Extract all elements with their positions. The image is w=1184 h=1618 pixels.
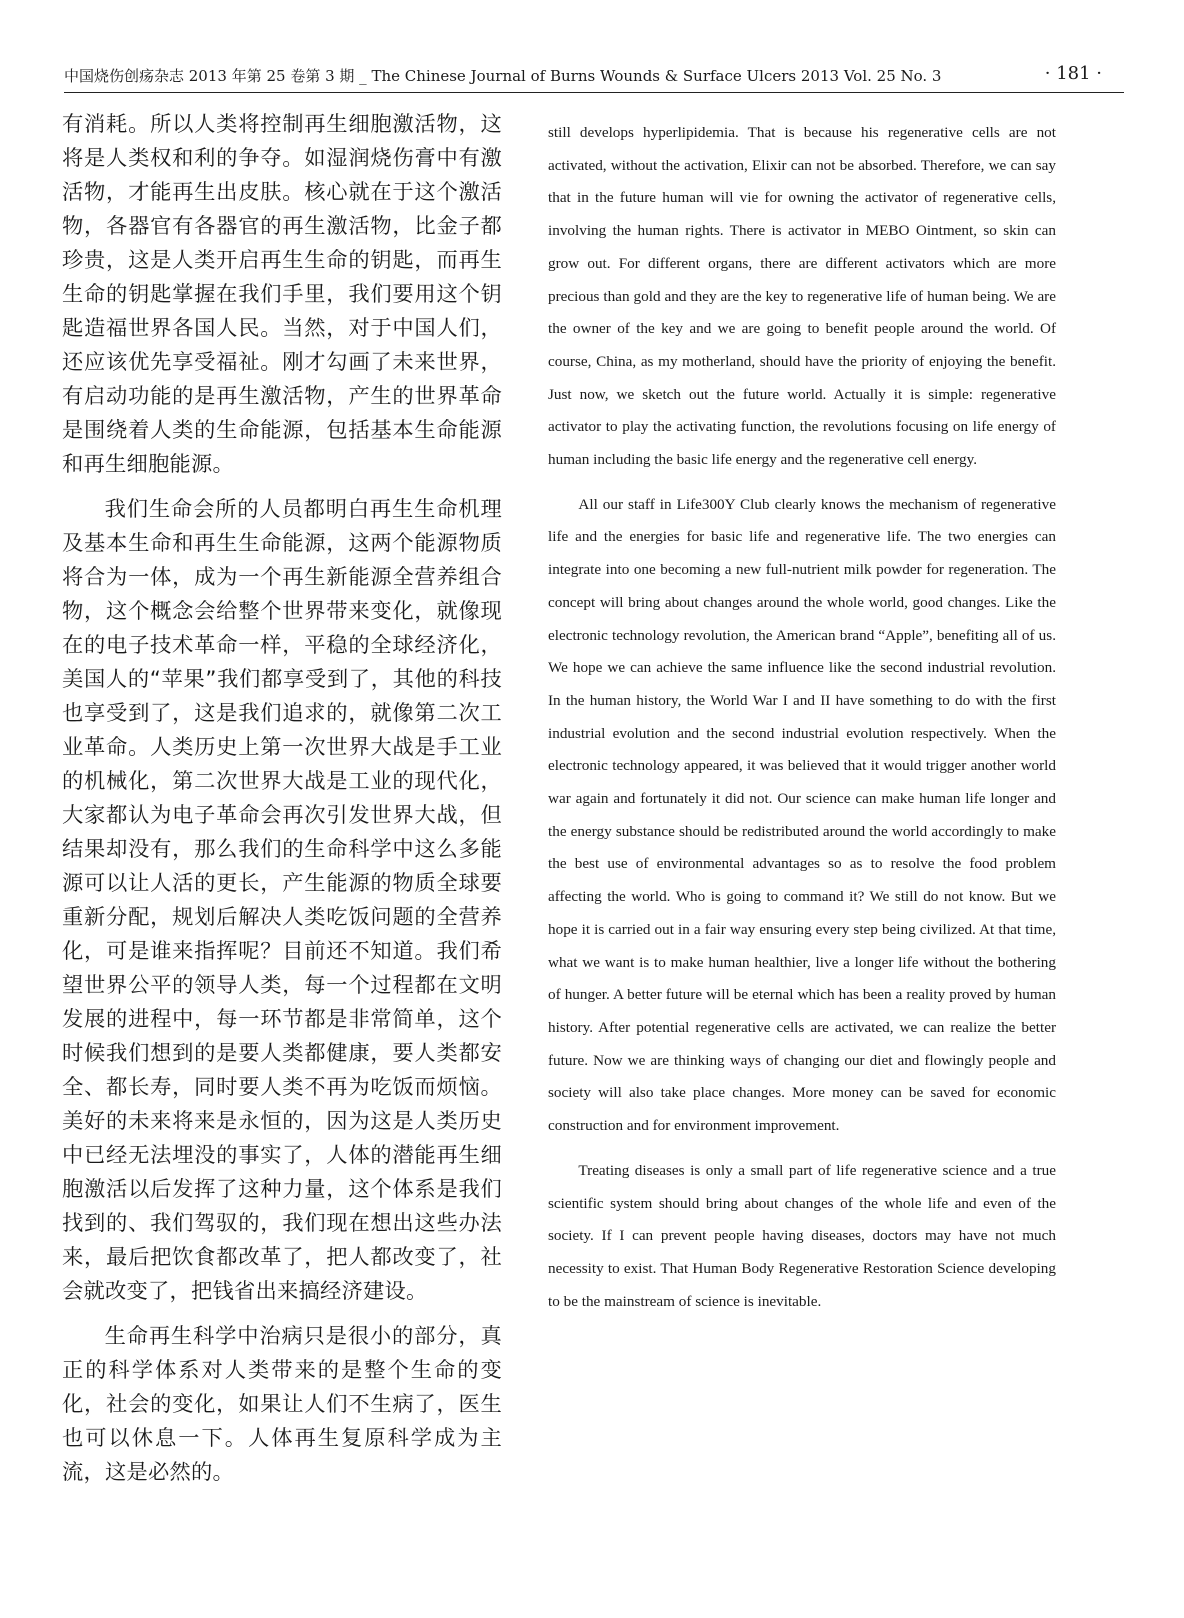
english-paragraph-3: Treating diseases is only a small part of life regenerative science and a true scientific system should bring about changes of the whole life and even of the society. If I can prevent people having diseases, doctors may have not much necessity to exist. That Human Body Regenerative Restoration Science developing to be the mainstream of science is inevitable. [548, 1161, 1056, 1310]
english-paragraph-2: All our staff in Life300Y Club clearly knows the mechanism of regenerative life and the energies for basic life and regenerative life. The two energies can integrate into one becoming a new full-nutrient milk powder for regeneration. The concept will bring about changes around the whole world, good changes. Like the electronic technology revolution, the American brand “Apple”, benefiting all of us. We hope we can achieve the same influence like the second industrial revolution. In the human history, the World War I and II have something to do with the first industrial evolution and the second industrial evolution respectively. When the electronic technology appeared, it was believed that it would trigger another world war again and fortunately it did not. Our science can make human life longer and the energy substance should be redistributed around the world accordingly to make the best use of environmental advantages so as to resolve the food problem affecting the world. Who is going to command it? We still do not know. But we hope it is carried out in a fair way ensuring every step being civilized. At that time, what we want is to make human healthier, live a longer life without the bothering of hunger. A better future will be eternal which has been a reality proved by human history. After potential regenerative cells are activated, we can realize the better future. Now we are thinking ways of changing our diet and flowingly people and society will also take place changes. More money can be saved for economic construction and for environment improvement. [548, 495, 1056, 1135]
chinese-paragraph-2: 我们生命会所的人员都明白再生生命机理及基本生命和再生生命能源，这两个能源物质将合为一体，成为一个再生新能源全营养组合物，这个概念会给整个世界带来变化，就像现在的电子技术革命一样，平稳的全球经济化，美国人的“苹果”我们都享受到了，其他的科技也享受到了，这是我们追求的，就像第二次工业革命。人类历史上第一次世界大战是手工业的机械化，第二次世界大战是工业的现代化，大家都认为电子革命会再次引发世界大战，但结果却没有，那么我们的生命科学中这么多能源可以让人活的更长，产生能源的物质全球要重新分配，规划后解决人类吃饭问题的全营养化，可是谁来指挥呢？目前还不知道。我们希望世界公平的领导人类，每一个过程都在文明发展的进程中，每一环节都是非常简单，这个时候我们想到的是要人类都健康，要人类都安全、都长寿，同时要人类不再为吃饭而烦恼。美好的未来将来是永恒的，因为这是人类历史中已经无法埋没的事实了，人体的潜能再生细胞激活以后发挥了这种力量，这个体系是我们找到的、我们驾驭的，我们现在想出这些办法来，最后把饮食都改革了，把人都改变了，社会就改变了，把钱省出来搞经济建设。 [62, 497, 502, 1304]
chinese-text-column [62, 108, 502, 1501]
running-header [64, 62, 1124, 93]
english-paragraph-1: still develops hyperlipidemia. That is because his regenerative cells are not activated, without the activation, Elixir can not be absorbed. Therefore, we can say that in the future human will vie for owning the activator of regenerative cells, involving the human rights. There is activator in MEBO Ointment, so skin can grow out. For different organs, there are different activators which are more precious than gold and they are the key to regenerative life of human being. We are the owner of the key and we are going to benefit people around the world. Of course, China, as my motherland, should have the priority of enjoying the benefit. Just now, we sketch out the future world. Actually it is simple: regenerative activator to play the activating function, the revolutions focusing on life energy of human including the basic life energy and the regenerative cell energy. [548, 124, 1056, 469]
english-text-column [548, 117, 1056, 1330]
chinese-paragraph-3: 生命再生科学中治病只是很小的部分，真正的科学体系对人类带来的是整个生命的变化，社会的变化，如果让人们不生病了，医生也可以休息一下。人体再生复原科学成为主流，这是必然的。 [62, 1324, 502, 1485]
page-number: · 181 · [1044, 63, 1102, 84]
chinese-paragraph-1: 有消耗。所以人类将控制再生细胞激活物，这将是人类权和利的争夺。如湿润烧伤膏中有激活物，才能再生出皮肤。核心就在于这个激活物，各器官有各器官的再生激活物，比金子都珍贵，这是人类开启再生生命的钥匙，而再生生命的钥匙掌握在我们手里，我们要用这个钥匙造福世界各国人民。当然，对于中国人们，还应该优先享受福祉。刚才勾画了未来世界，有启动功能的是再生激活物，产生的世界革命是围绕着人类的生命能源，包括基本生命能源和再生细胞能源。 [62, 112, 502, 477]
journal-citation: 中国烧伤创疡杂志 2013 年第 25 卷第 3 期 _ The Chinese Journal of Burns Wounds & Surface Ulcers 2013 Vol. 25 No. 3 [64, 67, 942, 85]
